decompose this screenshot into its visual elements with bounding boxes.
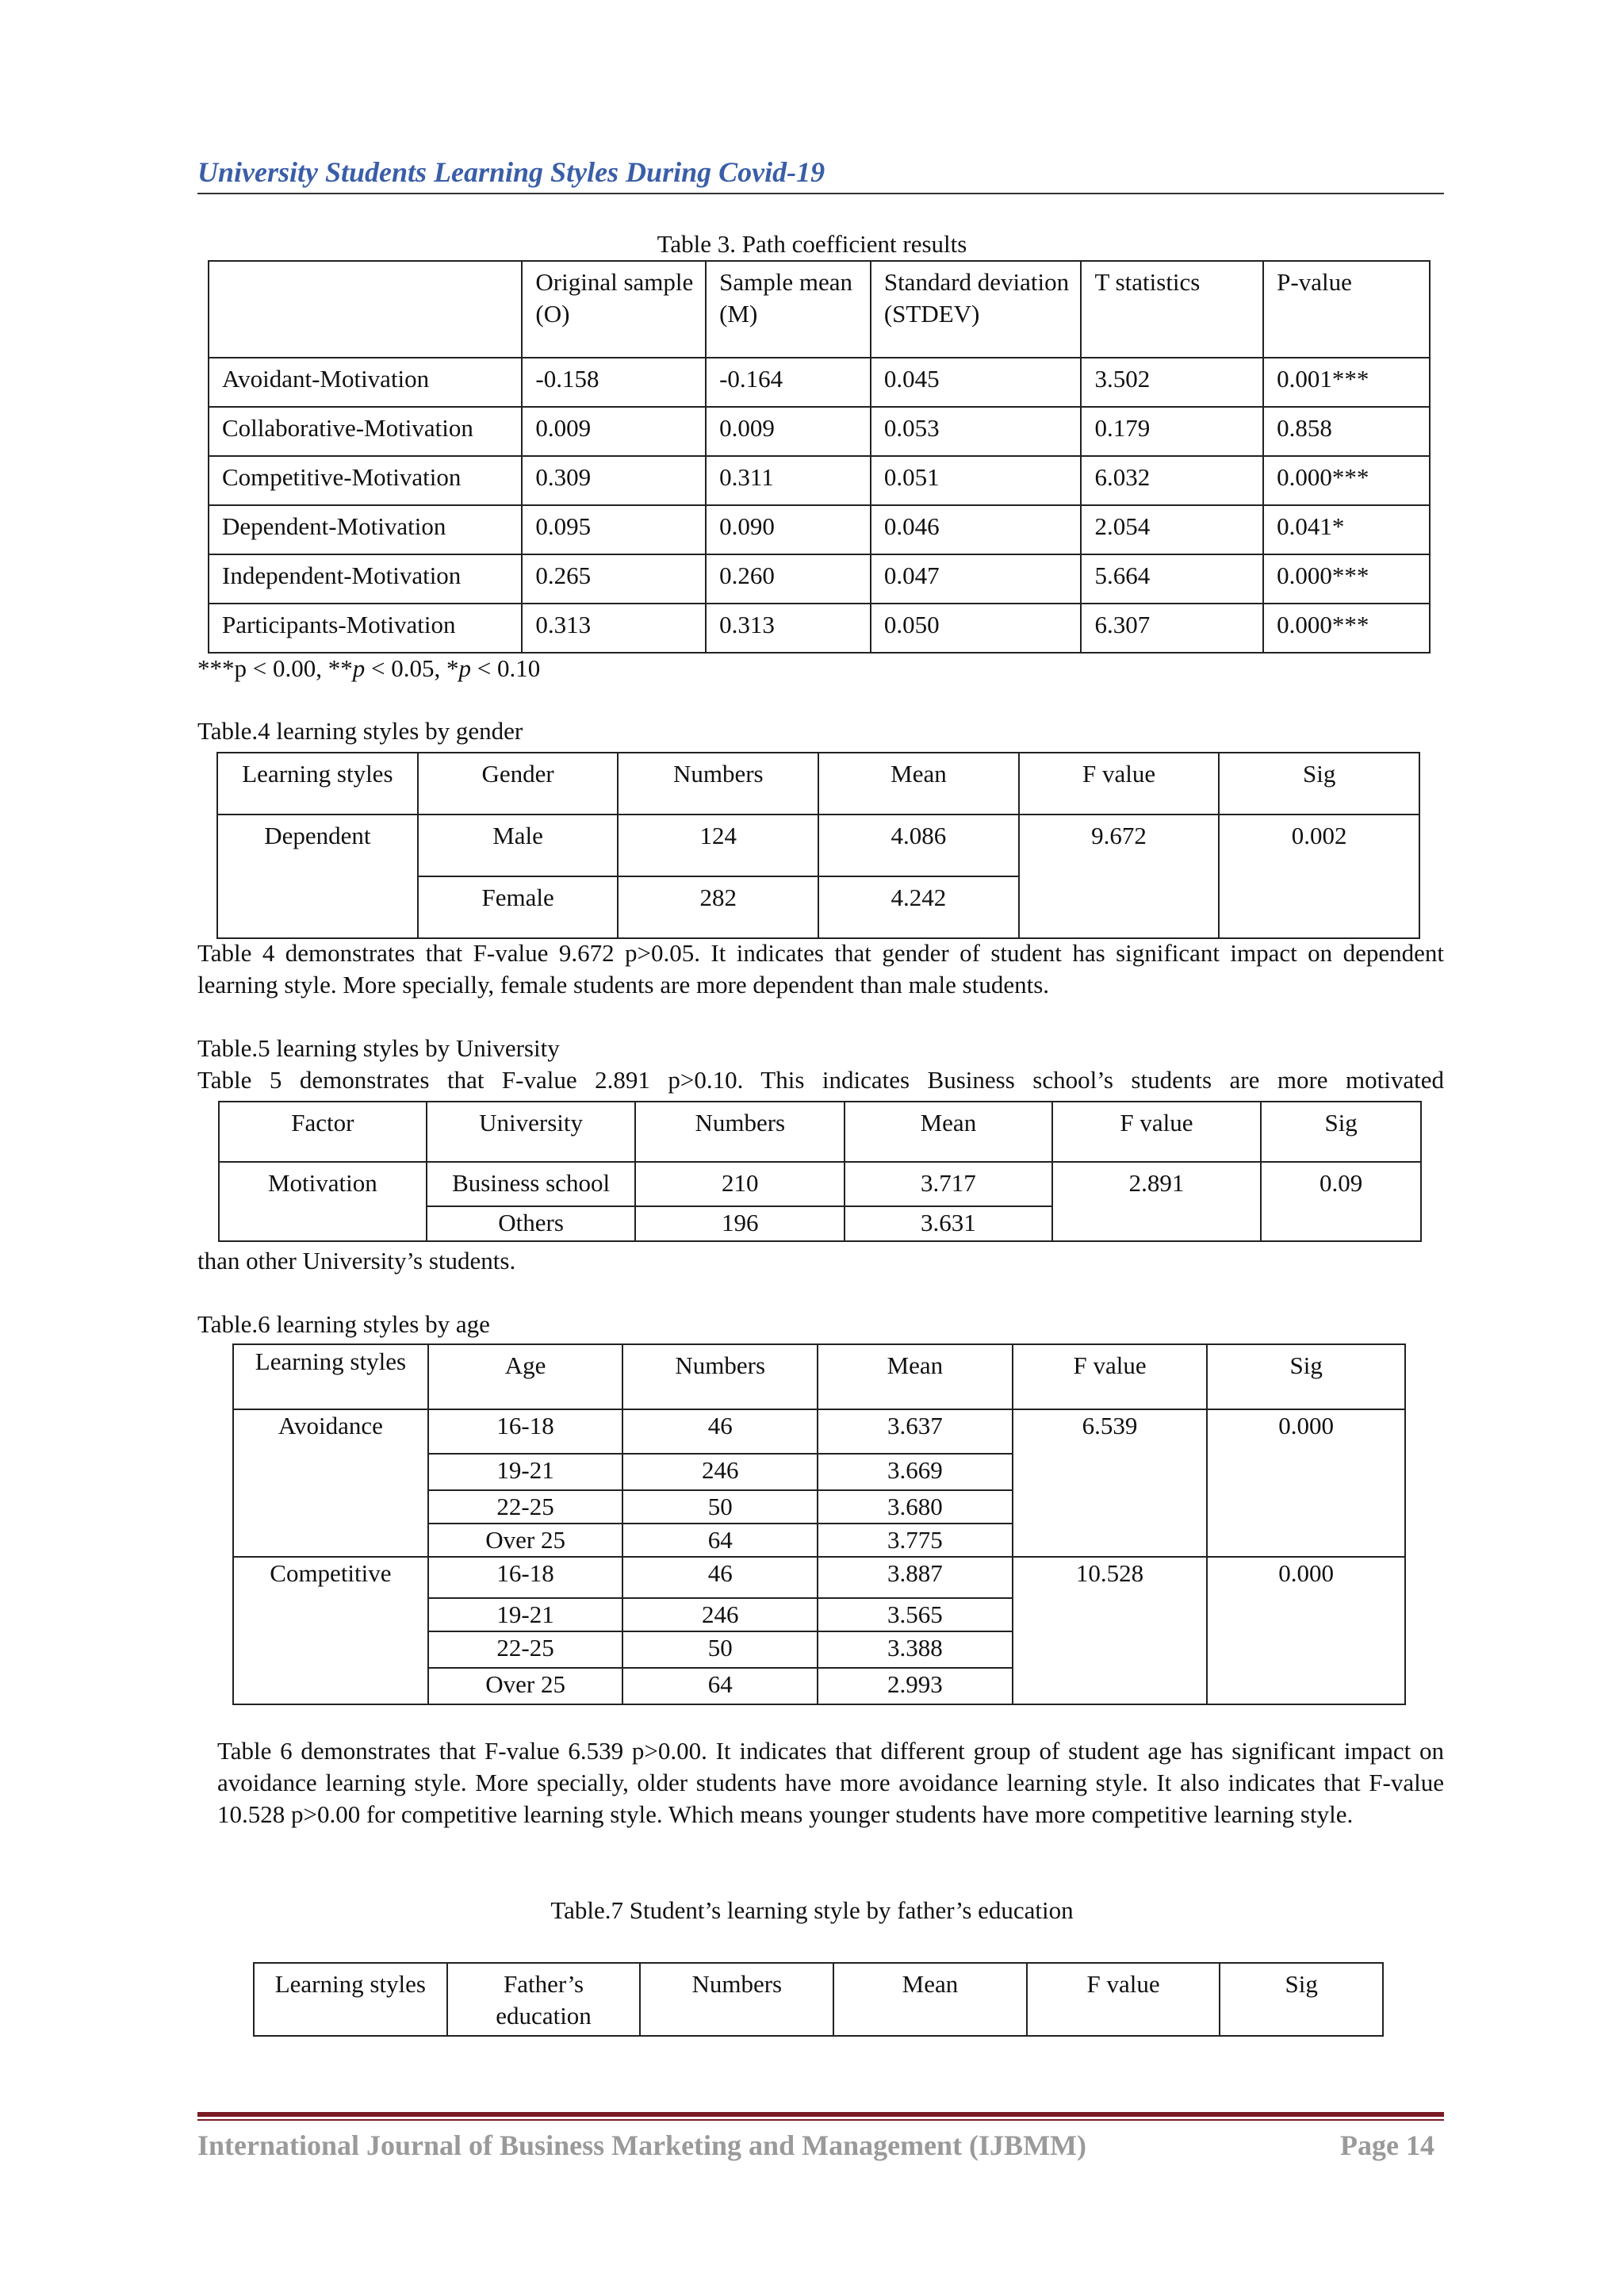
table-cell: 0.000*** — [1263, 554, 1430, 604]
table-cell: 0.313 — [706, 604, 871, 653]
table-cell: 282 — [618, 876, 818, 938]
table-cell: 64 — [622, 1668, 818, 1704]
table-row — [209, 407, 1430, 456]
table-cell: 0.045 — [871, 358, 1082, 407]
table3-header-cell: Standard deviation (STDEV) — [871, 261, 1082, 358]
table-cell: 46 — [622, 1409, 818, 1454]
table7-header-cell: Mean — [833, 1963, 1027, 2036]
table-cell: 2.054 — [1081, 505, 1263, 554]
table3-header-cell — [209, 261, 522, 358]
table-cell: 210 — [635, 1162, 845, 1206]
table-cell: 246 — [622, 1454, 818, 1490]
table5-header-cell: Mean — [845, 1102, 1052, 1162]
table4-header-cell: Sig — [1219, 753, 1419, 815]
table-cell: 0.050 — [871, 604, 1082, 653]
table-cell: 22-25 — [428, 1631, 623, 1668]
table5-header-cell: Factor — [219, 1102, 427, 1162]
table-cell: 2.891 — [1052, 1162, 1262, 1241]
table-cell: 3.502 — [1081, 358, 1263, 407]
table4-header-cell: Numbers — [618, 753, 818, 815]
table5-header-cell: Sig — [1261, 1102, 1421, 1162]
table4-header-cell: Gender — [418, 753, 619, 815]
table-cell: Motivation — [219, 1162, 427, 1241]
table-cell: 16-18 — [428, 1409, 623, 1454]
table-row — [217, 815, 1419, 876]
table-cell: 3.565 — [818, 1598, 1013, 1631]
table-cell: -0.158 — [522, 358, 706, 407]
table6-header-cell: Sig — [1207, 1344, 1405, 1409]
table-cell: Business school — [427, 1162, 636, 1206]
table-cell: 16-18 — [428, 1557, 623, 1598]
table4-paragraph: Table 4 demonstrates that F-value 9.672 p>0.05. It indicates that gender of student has significant impact on dependent learning style. More specially, female students are more dependent than male students. — [197, 939, 1444, 999]
table-cell: Dependent-Motivation — [209, 505, 522, 554]
header-rule — [197, 193, 1444, 194]
table6-header-cell: Age — [428, 1344, 623, 1409]
table-cell: 19-21 — [428, 1598, 623, 1631]
table3 — [208, 260, 1431, 654]
table-cell: 22-25 — [428, 1490, 623, 1524]
table-cell: 9.672 — [1019, 815, 1220, 938]
table-cell: 0.001*** — [1263, 358, 1430, 407]
table3-header-row — [209, 261, 1430, 358]
table6-header-cell: Learning styles — [233, 1344, 428, 1409]
table-cell: 6.032 — [1081, 456, 1263, 505]
table-row — [209, 505, 1430, 554]
table3-header-cell: P-value — [1263, 261, 1430, 358]
table-cell: 0.053 — [871, 407, 1082, 456]
table-cell: 3.631 — [845, 1206, 1052, 1241]
table5-header-row — [219, 1102, 1421, 1162]
table-cell: 0.260 — [706, 554, 871, 604]
table-cell: 0.858 — [1263, 407, 1430, 456]
table-cell: 0.000*** — [1263, 456, 1430, 505]
footer-rule-thin — [197, 2119, 1444, 2121]
table-cell: 3.637 — [818, 1409, 1013, 1454]
table-cell: Collaborative-Motivation — [209, 407, 522, 456]
table4-caption: Table.4 learning styles by gender — [197, 717, 523, 745]
table-cell: 0.09 — [1261, 1162, 1421, 1241]
table-cell: 3.887 — [818, 1557, 1013, 1598]
table-cell: 246 — [622, 1598, 818, 1631]
table-cell: 3.775 — [818, 1524, 1013, 1557]
table-row — [209, 554, 1430, 604]
table-cell: 19-21 — [428, 1454, 623, 1490]
table4-header-cell: Learning styles — [217, 753, 418, 815]
table-cell: 3.680 — [818, 1490, 1013, 1524]
table-cell: 0.000 — [1207, 1409, 1405, 1557]
footer-rule — [197, 2112, 1444, 2117]
table-cell: 0.046 — [871, 505, 1082, 554]
table-cell: 3.388 — [818, 1631, 1013, 1668]
table-cell: 0.047 — [871, 554, 1082, 604]
table-cell: 0.311 — [706, 456, 871, 505]
table3-caption: Table 3. Path coefficient results — [657, 230, 967, 258]
table-cell: Participants-Motivation — [209, 604, 522, 653]
table-cell: 3.717 — [845, 1162, 1052, 1206]
table4 — [216, 752, 1420, 939]
table-cell: -0.164 — [706, 358, 871, 407]
table-row — [233, 1557, 1405, 1598]
table-cell: 0.002 — [1219, 815, 1419, 938]
table-cell: Dependent — [217, 815, 418, 938]
table5-paragraph-end: than other University’s students. — [197, 1247, 516, 1274]
table-cell: Competitive-Motivation — [209, 456, 522, 505]
table6-caption: Table.6 learning styles by age — [197, 1310, 490, 1338]
table-cell: 124 — [618, 815, 818, 876]
table6-header-row — [233, 1344, 1405, 1409]
running-header: University Students Learning Styles During Covid-19 — [197, 156, 825, 188]
table-cell: 64 — [622, 1524, 818, 1557]
table7-caption: Table.7 Student’s learning style by father’s education — [550, 1896, 1074, 1924]
table6-paragraph: Table 6 demonstrates that F-value 6.539 p>0.00. It indicates that different group of student age has significant impact on avoidance learning style. More specially, older students have more avoidance learning style. It also indicates that F-value 10.528 p>0.00 for competitive learning style. Which means younger students have more competitive learning style. — [217, 1737, 1444, 1828]
table-cell: 196 — [635, 1206, 845, 1241]
table-cell: Over 25 — [428, 1524, 623, 1557]
table-cell: 50 — [622, 1631, 818, 1668]
table-cell: 0.000 — [1207, 1557, 1405, 1704]
table-cell: 0.179 — [1081, 407, 1263, 456]
table6-header-cell: Numbers — [622, 1344, 818, 1409]
table-cell: 0.095 — [522, 505, 706, 554]
table7-header-cell: F value — [1027, 1963, 1220, 2036]
table7 — [253, 1962, 1384, 2037]
table5-header-cell: Numbers — [635, 1102, 845, 1162]
table-cell: 6.307 — [1081, 604, 1263, 653]
table-cell: 0.309 — [522, 456, 706, 505]
table3-significance-note: ***p < 0.00, **p < 0.05, *p < 0.10 — [197, 654, 541, 682]
table-cell: Others — [427, 1206, 636, 1241]
table-cell: Avoidance — [233, 1409, 428, 1557]
table-cell: 0.009 — [522, 407, 706, 456]
table-cell: 0.090 — [706, 505, 871, 554]
table4-header-row — [217, 753, 1419, 815]
table3-header-cell: T statistics — [1081, 261, 1263, 358]
table-row — [233, 1409, 1405, 1454]
table5-header-cell: F value — [1052, 1102, 1262, 1162]
table-cell: Over 25 — [428, 1668, 623, 1704]
table-row — [219, 1162, 1421, 1206]
table-row — [209, 456, 1430, 505]
table7-header-cell: Father’s education — [447, 1963, 641, 2036]
table-cell: 0.313 — [522, 604, 706, 653]
table6 — [232, 1343, 1406, 1705]
table-cell: 46 — [622, 1557, 818, 1598]
table-cell: Male — [418, 815, 619, 876]
table3-header-cell: Original sample (O) — [522, 261, 706, 358]
table5 — [218, 1101, 1422, 1242]
table-cell: Avoidant-Motivation — [209, 358, 522, 407]
table5-caption: Table.5 learning styles by University — [197, 1034, 560, 1062]
table-cell: 4.086 — [818, 815, 1019, 876]
table-cell: 0.000*** — [1263, 604, 1430, 653]
table-cell: 6.539 — [1013, 1409, 1208, 1557]
table-cell: 5.664 — [1081, 554, 1263, 604]
table-cell: Competitive — [233, 1557, 428, 1704]
table-cell: 0.041* — [1263, 505, 1430, 554]
table-cell: 0.009 — [706, 407, 871, 456]
table-cell: Female — [418, 876, 619, 938]
table-cell: 3.669 — [818, 1454, 1013, 1490]
table6-header-cell: F value — [1013, 1344, 1208, 1409]
footer-journal-name: International Journal of Business Marketing and Management (IJBMM) — [197, 2129, 1087, 2161]
table5-header-cell: University — [427, 1102, 636, 1162]
footer-page-number: Page 14 — [1340, 2129, 1434, 2161]
table-row — [209, 358, 1430, 407]
table5-paragraph-start: Table 5 demonstrates that F-value 2.891 p>0.10. This indicates Business school’s students are more motivated — [197, 1066, 1444, 1094]
table6-header-cell: Mean — [818, 1344, 1013, 1409]
table7-header-cell: Numbers — [640, 1963, 833, 2036]
table-cell: 2.993 — [818, 1668, 1013, 1704]
table4-header-cell: F value — [1019, 753, 1220, 815]
table-cell: 0.265 — [522, 554, 706, 604]
table-cell: 4.242 — [818, 876, 1019, 938]
table7-header-cell: Sig — [1220, 1963, 1383, 2036]
table-row — [209, 604, 1430, 653]
table-cell: 10.528 — [1013, 1557, 1208, 1704]
table-cell: 0.051 — [871, 456, 1082, 505]
table3-header-cell: Sample mean (M) — [706, 261, 871, 358]
table7-header-cell: Learning styles — [254, 1963, 447, 2036]
table-cell: 50 — [622, 1490, 818, 1524]
table-cell: Independent-Motivation — [209, 554, 522, 604]
table4-header-cell: Mean — [818, 753, 1019, 815]
table7-header-row — [254, 1963, 1383, 2036]
